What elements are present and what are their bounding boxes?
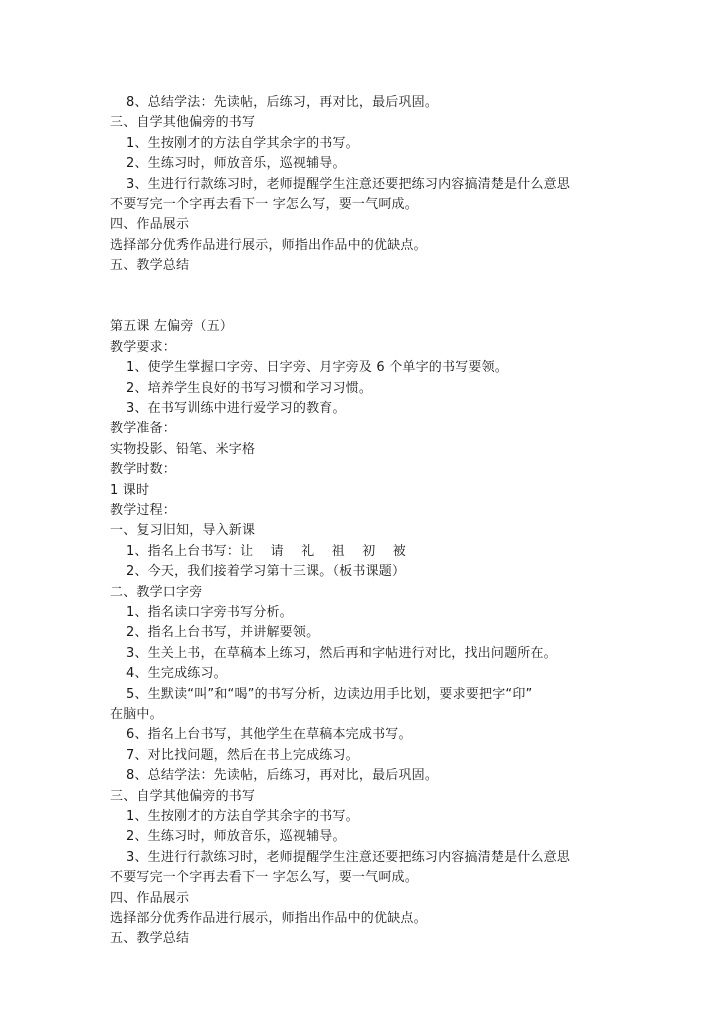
text-line: 教学要求： bbox=[110, 339, 177, 355]
text-line: 3、生关上书，在草稿本上练习，然后再和字帖进行对比，找出问题所在。 bbox=[126, 645, 557, 661]
text-line: 1、使学生掌握口字旁、日字旁、月字旁及 6 个单字的书写要领。 bbox=[126, 360, 509, 376]
text-line: 五、教学总结 bbox=[110, 258, 190, 274]
text-line: 1 课时 bbox=[110, 482, 150, 498]
text-line: 1、指名读口字旁书写分析。 bbox=[126, 605, 293, 620]
text-line: 1、指名上台书写：让 请 礼 祖 初 被 bbox=[126, 543, 406, 559]
text-line: 4、生完成练习。 bbox=[126, 666, 227, 682]
text-line: 3、生进行行款练习时，老师提醒学生注意还要把练习内容搞清楚是什么意思 bbox=[126, 176, 571, 192]
text-line: 在脑中。 bbox=[110, 707, 163, 722]
text-line: 7、对比找问题，然后在书上完成练习。 bbox=[126, 747, 359, 763]
text-line: 2、培养学生良好的书写习惯和学习习惯。 bbox=[126, 380, 373, 396]
text-line: 选择部分优秀作品进行展示，师指出作品中的优缺点。 bbox=[110, 911, 427, 926]
text-line: 3、生进行行款练习时，老师提醒学生注意还要把练习内容搞清楚是什么意思 bbox=[126, 849, 571, 865]
text-line: 2、今天，我们接着学习第十三课。（板书课题） bbox=[126, 564, 406, 580]
text-line: 选择部分优秀作品进行展示，师指出作品中的优缺点。 bbox=[110, 237, 427, 253]
text-line: 2、生练习时，师放音乐，巡视辅导。 bbox=[126, 156, 346, 172]
text-line: 第五课 左偏旁（五） bbox=[110, 319, 234, 335]
text-line: 一、复习旧知，导入新课 bbox=[110, 523, 256, 539]
text-line: 四、作品展示 bbox=[110, 217, 190, 233]
text-line: 2、生练习时，师放音乐，巡视辅导。 bbox=[126, 829, 346, 845]
text-line: 二、教学口字旁 bbox=[110, 584, 203, 600]
text-line: 2、指名上台书写，并讲解要领。 bbox=[126, 625, 320, 641]
text-line: 四、作品展示 bbox=[110, 890, 190, 906]
text-line: 五、教学总结 bbox=[110, 931, 190, 947]
text-line: 实物投影、铅笔、米字格 bbox=[110, 441, 256, 457]
text-line: 三、自学其他偏旁的书写 bbox=[110, 788, 256, 804]
text-line: 1、生按刚才的方法自学其余字的书写。 bbox=[126, 809, 359, 824]
text-line: 三、自学其他偏旁的书写 bbox=[110, 115, 256, 131]
text-line: 8、总结学法：先读帖，后练习，再对比，最后巩固。 bbox=[126, 768, 439, 784]
text-line: 6、指名上台书写，其他学生在草稿本完成书写。 bbox=[126, 727, 412, 743]
text-line: 8、总结学法：先读帖，后练习，再对比，最后巩固。 bbox=[126, 95, 439, 110]
text-line: 教学过程： bbox=[110, 503, 177, 518]
text-line: 不要写完一个字再去看下一 字怎么写，要一气呵成。 bbox=[110, 870, 418, 886]
text-line: 1、生按刚才的方法自学其余字的书写。 bbox=[126, 135, 359, 151]
text-line: 3、在书写训练中进行爱学习的教育。 bbox=[126, 401, 346, 416]
text-line: 教学准备： bbox=[110, 421, 177, 437]
text-line: 5、生默读“叫”和“喝”的书写分析，边读边用手比划，要求要把字“印” bbox=[126, 686, 533, 702]
text-line: 教学时数： bbox=[110, 462, 177, 478]
text-line: 不要写完一个字再去看下一 字怎么写，要一气呵成。 bbox=[110, 197, 418, 212]
